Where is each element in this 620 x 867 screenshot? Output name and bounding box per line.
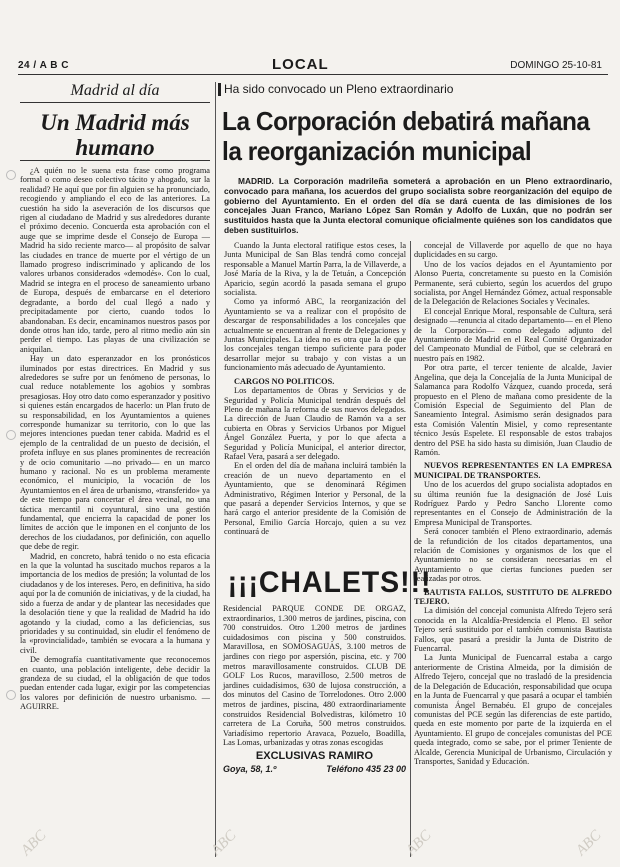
lead-paragraph: MADRID. La Corporación madrileña someterá a aprobación en un Pleno extraordinario, convocado para mañana, los acuerdos del grupo socialista sobre reorganización del equipo de gobierno del Ayuntamiento. En el orden del día se dará cuenta de las dimisiones de los concejales Juan Franco, Mariano López San Román y Adolfo de Luxán, que no podrán ser sustituidos hasta que la Junta electoral comunique oficialmente quiénes son los candidatos que deben sustituirlos. xyxy=(224,176,612,235)
ad-agency: EXCLUSIVAS RAMIRO xyxy=(255,749,374,762)
column-divider xyxy=(215,82,216,857)
dateline: DOMINGO 25-10-81 xyxy=(510,60,602,71)
paragraph: La Junta Municipal de Fuencarral estaba a cargo anteriormente de Cristina Almeida, por la dimisión de Alfredo Tejero, concejal que no trasladó de la presidencia de la Delegación de Educación, responsabilidad que ocupa en la Junta de Fuencarral y que pasará a ocupar el también comunista Ángel Bernabéu. El grupo de concejales comunistas del PCE según las diferencias de este partido, queda en este momento por parte de la izquierda en el Ayuntamiento. El grupo de concejales comunistas del PCE queda integrado, como se sabe, por el primer Teniente de Alcalde, Gerencia Municipal de Urbanismo, Circulación y Transportes, Sanidad y Educación. xyxy=(414,653,612,766)
column-title: Un Madrid más humano xyxy=(40,110,190,160)
section-title: LOCAL xyxy=(272,56,329,73)
paragraph: En el orden del día de mañana incluirá también la creación de un nuevo departamento en el Ayuntamiento, que se denominará Régimen Administrativo, Régimen Interior y Personal, de la que pasará a depender Servicios Internos, y que se hará cargo el anterior presidente de la Comisión de Personal, Emilio García Horcajo, quien a su vez continuará de xyxy=(224,461,406,537)
paragraph: ¿A quién no le suena esta frase como programa formal o como deseo colectivo tácito y ahogado, sur la realidad? He aquí que por fin alguien se ha pronunciado, recogiendo y ampliando el eco de las anteriores. La cuestión ha sido la aseveración de los discursos que rigen al ciudadano de Madrid y sus alrededores durante el próximo decenio. Concuerda esta aprobación con el auge que se imprime desde el Consejo de Europa —Madrid ha sido reciente marco— al propósito de salvar las ciudades en trance de muerte por el vértigo de un llamado progreso indiscriminado y aplicando de los valores urbanos considerados «demodés». Con lo cual, Madrid se integra en el proceso de saneamiento urbano de Europa, después de embarcarse en el deterioro degradante, a bordo del cual llegó a nado y precipitadamente por cierto, cuando todos lo abandonaban. Es decir, encaminamos nuestros pasos por donde otros han ido, tarde, pero al ritmo medio aún sin perder el tiempo. Las playas de una civilización se aniquilan. xyxy=(20,166,210,354)
ad-body: Residencial PARQUE CONDE DE ORGAZ, extraordinarios, 1.300 metros de jardines, piscina, con 700 construidos. Otro 1.200 metros de jardines cuidadosimos con piscina y 500 construidos. Maravillosa, en SOMOSAGUAS, 3.100 metros de jardines con riego por aspersión, piscina, etc. y 700 metros maravillosamente construidos. CLUB DE GOLF Los Rucos, maravilloso, 2.500 metros de jardines cuidadísimos, 630 de lujosa construcción, a dos minutos del Casino de Torrelodones. Otro 2.000 metros de jardines, piscina, 480 extraordinariamente construidos Residencial Bolvedistras, kilómetro 10 carretera de La Coruña, 500 metros construidos. Variadísimo repertorio Aravaca, Pozuelo, Boadilla, Las Lomas, urbanizadas y otras zonas escogidas xyxy=(223,604,406,748)
divider xyxy=(20,102,210,103)
ad-phone: Teléfono 435 23 00 xyxy=(326,763,406,774)
watermark: ABC xyxy=(208,827,240,859)
column-section-label: Madrid al día xyxy=(70,82,160,99)
paragraph: Madrid, en concreto, habrá tenido o no esta eficacia en la que la voluntad ha suscitado muchos reparos a la importancia de los medios de presión; la voluntad de los ciudadanos y de los intereses. Pero, en definitiva, ha sido aquí por la de comunión de iniciativas, y de la ciudad, ha sido a fuerza de andar y de plantear las necesidades que la desolación tiene y que la realidad de Madrid ha ido agotando y la ciudad, como a las deficiencias, sus prioridades y su continuidad, sin eludir el fenómeno de la «provincialidad», también se evocara a la humana y civil. xyxy=(20,551,210,655)
binding-hole xyxy=(6,430,16,440)
article-subhead: BAUTISTA FALLOS, SUSTITUTO DE ALFREDO TEJERO. xyxy=(414,587,612,607)
paragraph: Como ya informó ABC, la reorganización del Ayuntamiento se va a realizar con el propósito de descargar de responsabilidades a los concejales que actualmente se encuentran al frente de Delegaciones y Juntas Municipales. La idea no es otra que la de que los concejales tengan tiempo suficiente para poder desarrollar mejor su trabajo y con vistas a un funcionamiento más adecuado de Ayuntamiento. xyxy=(224,297,406,373)
header-rule xyxy=(18,74,608,75)
paragraph: concejal de Villaverde por aquello de que no haya duplicidades en su cargo. xyxy=(414,241,612,260)
article-subhead: CARGOS NO POLITICOS. xyxy=(234,376,335,386)
article-kicker: Ha sido convocado un Pleno extraordinario xyxy=(224,82,454,96)
column-body xyxy=(20,166,210,856)
article-column-a xyxy=(224,241,406,561)
article-column-b xyxy=(414,241,612,857)
paragraph: La dimisión del concejal comunista Alfredo Tejero será conocida en la Alcaldía-Presidencia el Pleno. El señor Tejero será sustituido por el también comunista Bautista Fallos, que pasará a presidir la Junta de Distrito de Fuencarral. xyxy=(414,606,612,654)
paragraph: Uno de los vacíos dejados en el Ayuntamiento por Alonso Puerta, concretamente su puesto en la Comisión Permanente, será cubierto, según los acuerdos del grupo socialista, por Angel Hernández Gómez, actual responsable de la Delegación de Relaciones Sociales y Vecinales. xyxy=(414,259,612,307)
paragraph: Hay un dato esperanzador en los pronósticos iluminados por estas directrices. En Madrid y sus alrededores se sufre por un fenómeno de personas, lo cual reduce notablemente los agobios y sombras presagiosas. Hoy otro dato como esperanzador y positivo si quienes están encargados de hacerlo: un Plan fruto de su responsabilidad, en los Ayuntamientos a quienes corresponde humanizar su territorio, con lo que las mejores intenciones puedan tener cabida. Madrid es el ejemplo de la centralidad de un puesto de decisión, el profeta influye en sus planes prominentes de recreación y de ocio comunitario —no privado— en un marco humano y racional. No es un problema meramente económico, el municipio, la vocación de los Ayuntamientos en el área de urbanismo, «transferido» ya de este tiempo para concertar el área vecinal, no una táctica mercantil ni coyuntural, sino una gestión fundamental, que encierra la capacidad de poner los límites de acción que le imponen en el conjunto de los derechos de los ciudadanos, por definición, con aquello que debe de regir. xyxy=(20,354,210,552)
paragraph: De demografía cuantitativamente que reconocemos en cuanto, una población inteligente, debe decidir la grandeza de su ciudad, el la obligación de que todos puedan entender cada lugar, exigir por las competencias los valores por definición de nuestro urbanismo. —AGUIRRE. xyxy=(20,655,210,712)
paragraph: Será conocer también el Pleno extraordinario, además de la refundición de los citados departamentos, una relación de Comisiones y organismos de los que el Ayuntamiento no se consideran necesarias en el Ayuntamiento o que ciertas funciones pueden ser realizadas por otros. xyxy=(414,527,612,584)
page-number: 24 / A B C xyxy=(18,60,69,71)
ad-address: Goya, 58, 1.º xyxy=(223,763,277,774)
column-divider xyxy=(410,241,411,857)
kicker-bar xyxy=(218,83,221,96)
paragraph: Cuando la Junta electoral ratifique estos ceses, la Junta Municipal de San Blas tendrá como concejal responsable a Manuel Martín Parra, la de Villaverde, a José María de la Riva, y la de Tetuán, a Concepción Aparicio, según acordó la pasada semana el grupo socialista. xyxy=(224,241,406,298)
watermark: ABC xyxy=(18,827,50,859)
watermark: ABC xyxy=(573,827,605,859)
paragraph: El concejal Enrique Moral, responsable de Cultura, será designado —renuncia al citado departamento— en el Pleno de la Corporación— como delegado adjunto del Ayuntamiento de Madrid en el Real Comité Organizador del Campeonato Mundial de Fútbol, que se celebrará en nuestro país en 1982. xyxy=(414,306,612,363)
watermark: ABC xyxy=(403,827,435,859)
article-lead xyxy=(224,177,612,236)
paragraph: Los departamentos de Obras y Servicios y de Seguridad y Policía Municipal tendrán después del Pleno de mañana la reforma de sus nuevos delegados. La dirección de Juan Claudio de Ramón va a ser cubierta en Obras y Servicios Urbanos por Miguel Ángel González Puerta, y por lo que afecta a Seguridad y Policía Municipal, el anterior director, Rafael Vera, pasará a ser delegado. xyxy=(224,386,406,461)
binding-hole xyxy=(6,170,16,180)
article-subhead: NUEVOS REPRESENTANTES EN LA EMPRESA MUNICIPAL DE TRANSPORTES. xyxy=(414,461,612,480)
ad-contact xyxy=(223,764,406,774)
article-headline: La Corporación debatirá mañana la reorganización municipal xyxy=(222,106,590,166)
ad-title: ¡¡¡CHALETS!!! xyxy=(227,566,432,599)
divider xyxy=(20,160,210,161)
paragraph: Por otra parte, el tercer teniente de alcalde, Javier Angelina, que deja la Concejalía de la Junta Municipal de Salamanca para Rodolfo Vázquez, cuando proceda, será propuesto en el Pleno de mañana como presidente de la Comisión Especial de Seguimiento del Plan de Saneamiento Integral. Asimismo serán designados para esta Comisión Valentín Misiel, y como representante técnico Jesús Espelete. El responsable de estos trabajos dentro del PSE ha sido hasta su dimisión, Juan Claudio de Ramón. xyxy=(414,363,612,457)
paragraph: Uno de los acuerdos del grupo socialista adoptados en su última reunión fue la designación de José Luis Rodríguez Pardo y Pedro Sancho Llorente como representantes en el Consejo de Administración de la Empresa Municipal de Transportes. xyxy=(414,480,612,527)
binding-hole xyxy=(6,690,16,700)
